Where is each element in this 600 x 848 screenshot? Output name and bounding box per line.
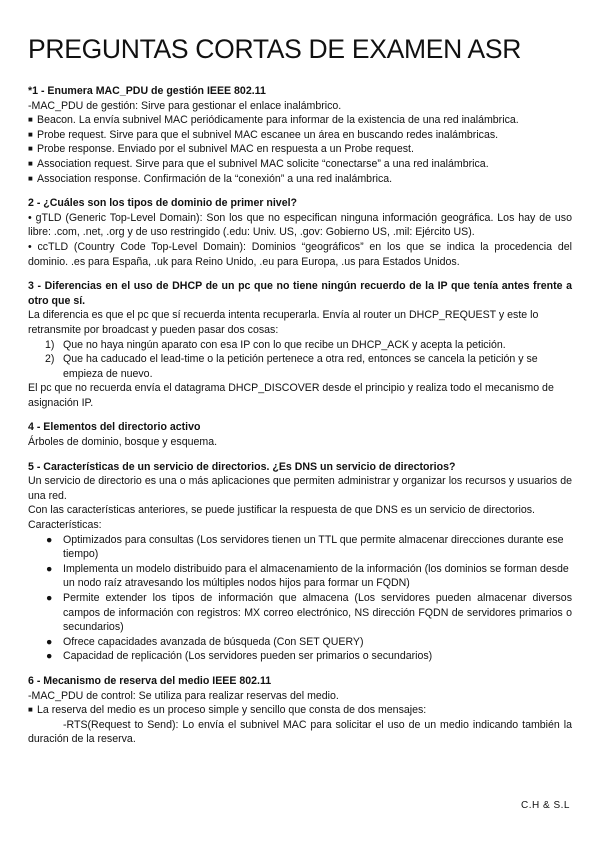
section-4-heading: 4 - Elementos del directorio activo <box>28 421 201 434</box>
section-5-paragraph: Características: <box>28 519 102 532</box>
square-bullet-icon: ■ <box>28 129 33 139</box>
list-item: 2) Que ha caducado el lead-time o la petición pertenece a otra red, entonces se cancela la petición y se empieza de nuevo. <box>45 353 538 380</box>
list-item: ■ Association response. Confirmación de la “conexión” a una red inalámbrica. <box>28 172 393 185</box>
footer-initials: C.H & S.L <box>521 800 570 811</box>
list-item: ■ La reserva del medio es un proceso simple y sencillo que consta de dos mensajes: <box>28 704 427 717</box>
list-item: ● Optimizados para consultas (Los servidores tienen un TTL que permite almacenar direcciones durante ese tiempo) <box>28 533 572 562</box>
list-item: 1) Que no haya ningún aparato con esa IP con lo que recibe un DHCP_ACK y acepta la petición. <box>45 338 506 351</box>
list-item: ■ Probe request. Sirve para que el subnivel MAC escanee un área en buscando redes inalámbricas. <box>28 128 499 141</box>
list-item: ● Implementa un modelo distribuido para el almacenamiento de la información (los dominios se forman desde un nodo raíz atravesando los múltiples nodos hijos para formar un FQDN) <box>28 562 572 591</box>
bullet-icon: ● <box>46 635 53 648</box>
section-2 <box>28 196 572 269</box>
list-item: ● Capacidad de replicación (Los servidores pueden ser primarios o secundarios) <box>28 649 572 664</box>
list-item: ■ Beacon. La envía subnivel MAC periódicamente para informar de la existencia de una red inalámbrica. <box>28 114 519 127</box>
section-3-paragraph: La diferencia es que el pc que sí recuerda intenta recuperarla. Envía al router un DHCP_REQUEST y este lo retransmite por broadcast y pueden pasar dos cosas: <box>28 309 539 336</box>
section-6-intro: -MAC_PDU de control: Se utiliza para realizar reservas del medio. <box>28 689 339 702</box>
list-item: ● Permite extender los tipos de información que almacena (Los servidores pueden almacenar diversos campos de información con registros: MX correo electrónico, NS dirección FQDN de servidores primarios o secundarios) <box>28 591 572 635</box>
section-3-paragraph: El pc que no recuerda envía el datagrama DHCP_DISCOVER desde el principio y realiza todo el mecanismo de asignación IP. <box>28 382 554 409</box>
section-1-heading: *1 - Enumera MAC_PDU de gestión IEEE 802.11 <box>28 85 266 97</box>
document-body <box>28 84 572 747</box>
section-3-heading: 3 - Diferencias en el uso de DHCP de un pc que no tiene ningún recuerdo de la IP que tenía antes frente a otro que sí. <box>28 280 572 307</box>
section-2-paragraph: • ccTLD (Country Code Top-Level Domain): Dominios “geográficos” en los que se indica la procedencia del dominio. .es para España, .uk para Reino Unido, .eu para Europa, .us para Estados Unidos. <box>28 240 572 268</box>
square-bullet-icon: ■ <box>28 144 33 154</box>
bullet-icon: ● <box>46 592 53 604</box>
square-bullet-icon: ■ <box>28 173 33 183</box>
section-4 <box>28 420 572 449</box>
section-6-rts: -RTS(Request to Send): Lo envía el subnivel MAC para solicitar el uso de un medio indicando también la duración de la reserva. <box>28 718 572 746</box>
bullet-icon: ● <box>46 650 53 663</box>
square-bullet-icon: ■ <box>28 158 33 168</box>
section-2-paragraph: • gTLD (Generic Top-Level Domain): Son los que no especifican ninguna información geográfica. Los hay de uso libre: .com, .net, .org y de uso restringido (.edu: Univ. US, .gov: Gobierno US, .mil: Ejército US). <box>28 211 572 239</box>
square-bullet-icon: ■ <box>28 705 33 715</box>
section-4-paragraph: Árboles de dominio, bosque y esquema. <box>28 436 218 449</box>
section-1 <box>28 84 572 186</box>
bullet-icon: ● <box>46 533 53 546</box>
list-item: ■ Association request. Sirve para que el subnivel MAC solicite “conectarse” a una red inalámbrica. <box>28 157 489 170</box>
section-6 <box>28 674 572 747</box>
list-item: ■ Probe response. Enviado por el subnivel MAC en respuesta a un Probe request. <box>28 143 414 156</box>
square-bullet-icon: ■ <box>28 115 33 125</box>
section-6-heading: 6 - Mecanismo de reserva del medio IEEE 802.11 <box>28 674 272 687</box>
list-item: ● Ofrece capacidades avanzada de búsqueda (Con SET QUERY) <box>28 635 572 650</box>
section-2-heading: 2 - ¿Cuáles son los tipos de dominio de primer nivel? <box>28 197 298 210</box>
bullet-list <box>28 533 572 664</box>
numbered-list <box>28 338 572 382</box>
section-5-paragraph: Con las características anteriores, se puede justificar la respuesta de que DNS es un servicio de directorios. <box>28 504 535 517</box>
section-5-paragraph: Un servicio de directorio es una o más aplicaciones que permiten administrar y organizar los recursos y usuarios de una red. <box>28 475 572 502</box>
section-1-intro: -MAC_PDU de gestión: Sirve para gestionar el enlace inalámbrico. <box>28 99 342 112</box>
section-5-heading: 5 - Características de un servicio de directorios. ¿Es DNS un servicio de directorios? <box>28 460 456 473</box>
section-3 <box>28 279 572 410</box>
bullet-icon: ● <box>46 562 53 575</box>
section-5 <box>28 460 572 664</box>
page-title: PREGUNTAS CORTAS DE EXAMEN ASR <box>28 34 522 64</box>
